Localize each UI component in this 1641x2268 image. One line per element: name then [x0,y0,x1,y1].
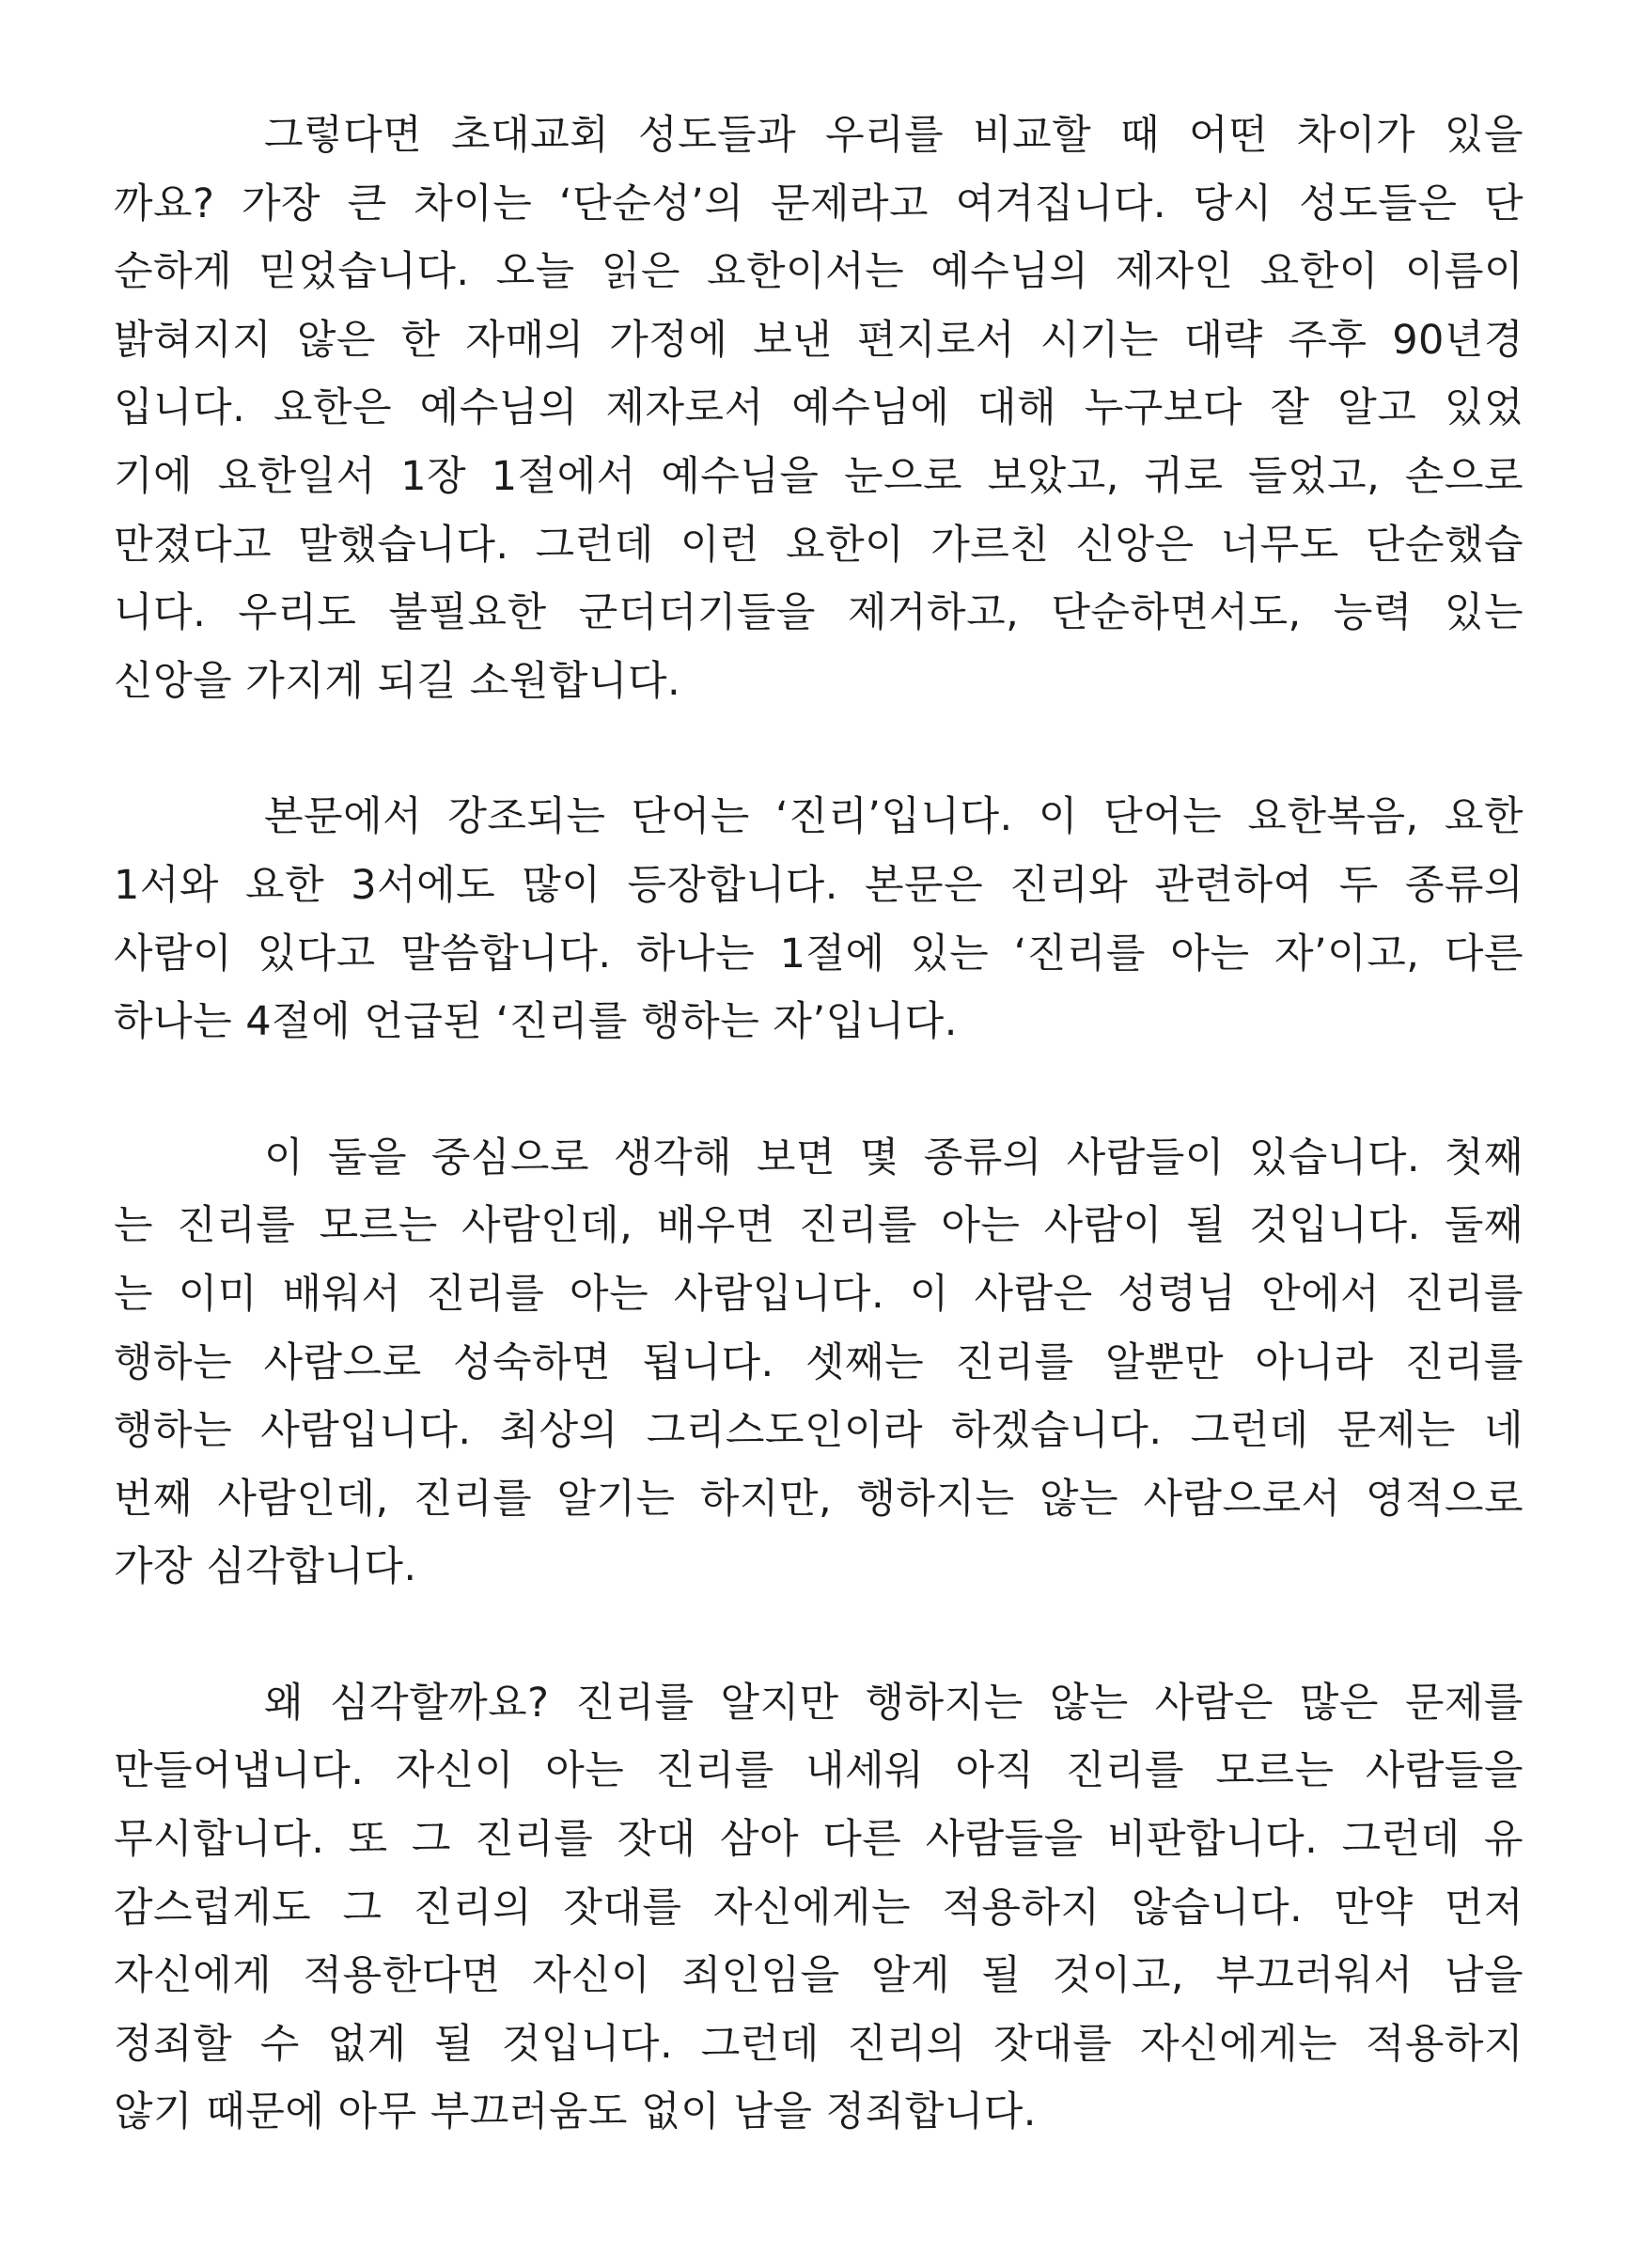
text-line: 순하게 믿었습니다. 오늘 읽은 요한이서는 예수님의 제자인 요한이 이름이 [114,248,1524,296]
paragraph-1 [114,102,1524,715]
text-line: 신앙을 가지게 되길 소원합니다. [114,657,681,705]
text-line: 않기 때문에 아무 부끄러움도 없이 남을 정죄합니다. [114,2088,1037,2136]
text-line: 는 이미 배워서 진리를 아는 사람입니다. 이 사람은 성령님 안에서 진리를 [114,1270,1524,1318]
document-body [114,102,1524,2214]
text-line: 이 둘을 중심으로 생각해 보면 몇 종류의 사람들이 있습니다. 첫째 [264,1134,1524,1181]
text-line: 번째 사람인데, 진리를 알기는 하지만, 행하지는 않는 사람으로서 영적으로 [114,1475,1524,1523]
text-line: 행하는 사람으로 성숙하면 됩니다. 셋째는 진리를 알뿐만 아니라 진리를 [114,1338,1524,1386]
text-line: 만졌다고 말했습니다. 그런데 이런 요한이 가르친 신앙은 너무도 단순했습 [114,521,1524,569]
text-line: 무시합니다. 또 그 진리를 잣대 삼아 다른 사람들을 비판합니다. 그런데 유 [114,1816,1524,1864]
text-line: 입니다. 요한은 예수님의 제자로서 예수님에 대해 누구보다 잘 알고 있었 [114,384,1524,432]
text-line: 니다. 우리도 불필요한 군더더기들을 제거하고, 단순하면서도, 능력 있는 [114,589,1524,637]
text-line: 는 진리를 모르는 사람인데, 배우면 진리를 아는 사람이 될 것입니다. 둘째 [114,1202,1524,1250]
text-line: 왜 심각할까요? 진리를 알지만 행하지는 않는 사람은 많은 문제를 [264,1679,1524,1727]
text-line: 자신에게 적용한다면 자신이 죄인임을 알게 될 것이고, 부끄러워서 남을 [114,1952,1524,2000]
text-line: 까요? 가장 큰 차이는 ‘단순성’의 문제라고 여겨집니다. 당시 성도들은 단 [114,180,1524,227]
text-line: 정죄할 수 없게 될 것입니다. 그런데 진리의 잣대를 자신에게는 적용하지 [114,2020,1524,2068]
text-line: 만들어냅니다. 자신이 아는 진리를 내세워 아직 진리를 모르는 사람들을 [114,1747,1524,1795]
text-line: 본문에서 강조되는 단어는 ‘진리’입니다. 이 단어는 요한복음, 요한 [264,793,1524,841]
text-line: 감스럽게도 그 진리의 잣대를 자신에게는 적용하지 않습니다. 만약 먼저 [114,1884,1524,1932]
text-line: 하나는 4절에 언급된 ‘진리를 행하는 자’입니다. [114,998,958,1046]
text-line: 사람이 있다고 말씀합니다. 하나는 1절에 있는 ‘진리를 아는 자’이고, 다른 [114,930,1524,978]
paragraph-4 [114,1669,1524,2147]
paragraph-2 [114,783,1524,1056]
text-line: 1서와 요한 3서에도 많이 등장합니다. 본문은 진리와 관련하여 두 종류의 [114,861,1524,909]
paragraph-3 [114,1124,1524,1602]
text-line: 행하는 사람입니다. 최상의 그리스도인이라 하겠습니다. 그런데 문제는 네 [114,1407,1524,1455]
text-line: 기에 요한일서 1장 1절에서 예수님을 눈으로 보았고, 귀로 들었고, 손으로 [114,452,1524,500]
text-line: 밝혀지지 않은 한 자매의 가정에 보낸 편지로서 시기는 대략 주후 90년경 [114,316,1524,364]
text-line: 그렇다면 초대교회 성도들과 우리를 비교할 때 어떤 차이가 있을 [264,112,1524,159]
text-line: 가장 심각합니다. [114,1543,417,1591]
